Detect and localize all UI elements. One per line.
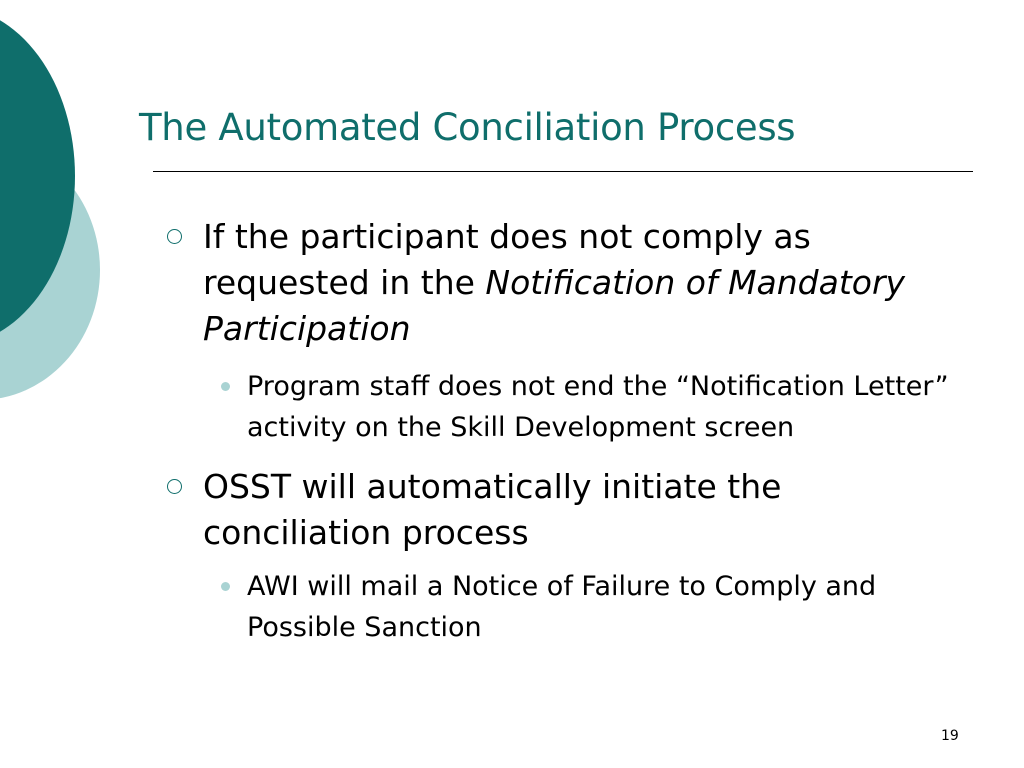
slide-content xyxy=(165,214,965,648)
bullet-2-text: OSST will automatically initiate the conciliation process xyxy=(203,467,782,552)
dot-bullet-icon xyxy=(221,382,230,391)
hollow-circle-bullet-icon xyxy=(167,479,182,494)
slide-title: The Automated Conciliation Process xyxy=(139,106,796,149)
sub-bullet-item-1-1 xyxy=(165,366,965,448)
sub-bullet-item-2-1 xyxy=(165,566,965,648)
sub-bullet-2-1-text: AWI will mail a Notice of Failure to Comply and Possible Sanction xyxy=(247,571,877,643)
sub-bullet-1-1-text: Program staff does not end the “Notification Letter” activity on the Skill Development screen xyxy=(247,371,949,443)
title-divider xyxy=(153,171,973,172)
dot-bullet-icon xyxy=(221,582,230,591)
bullet-item-1 xyxy=(165,214,965,352)
bullet-1-italic-text: Notification of Mandatory Participation xyxy=(203,263,906,348)
hollow-circle-bullet-icon xyxy=(167,229,182,244)
bullet-1-text: If the participant does not comply as requested in the xyxy=(203,217,811,302)
bullet-item-2 xyxy=(165,464,965,556)
page-number: 19 xyxy=(941,728,959,744)
